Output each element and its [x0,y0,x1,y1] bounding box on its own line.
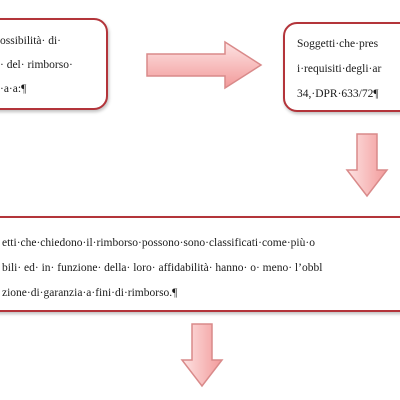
top-left-box [0,18,108,110]
right-arrow-icon [145,40,265,90]
down-arrow-icon-bottom [180,322,224,388]
middle-line-3: zione·di·garanzia·a·fini·di·rimborso.¶ [2,287,178,299]
top-left-line-3: ·a·a:¶ [0,83,27,95]
middle-line-2: bili· ed· in· funzione· della· loro· affidabilità· hanno· o· meno· l’obbl [2,262,323,274]
top-right-box [283,22,400,112]
middle-box [0,216,400,312]
top-right-line-2: i·requisiti·degli·ar [297,63,382,75]
top-left-line-1: ossibilità· di· [0,35,62,47]
top-left-line-2: · del· rimborso· [0,59,73,71]
top-right-line-1: Soggetti·che·pres [297,38,379,50]
middle-line-1: etti·che·chiedono·il·rimborso·possono·sono·classificati·come·più·o [2,237,315,249]
down-arrow-icon [345,132,389,198]
top-right-line-3: 34,·DPR·633/72¶ [297,88,379,100]
